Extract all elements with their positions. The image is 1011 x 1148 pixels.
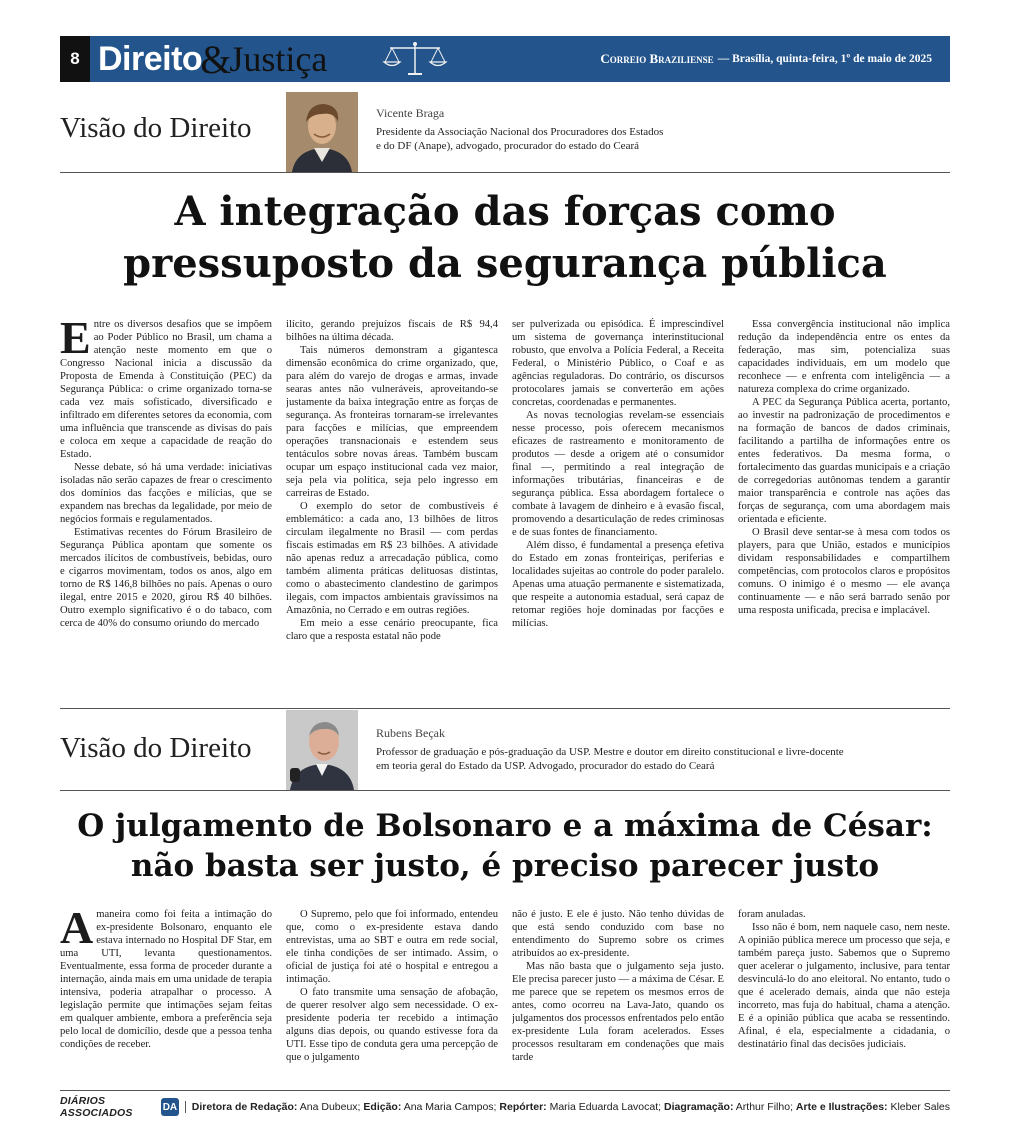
paragraph: O Brasil deve sentar-se à mesa com todos os players, para que União, estados e municípios dividam responsabilidades e compartilhem competências, com protocolos claros e propósitos comuns. O inimigo é o mesmo — ele avança continuamente — e não será barrado senão por uma resposta unificada, precisa e implacável.	[738, 527, 950, 616]
headline-line: O julgamento de Bolsonaro e a máxima de César:	[77, 808, 933, 844]
author-bio	[376, 125, 663, 153]
article2-author-header	[60, 710, 950, 792]
credit-value: Arthur Filho;	[735, 1101, 793, 1113]
title-word-justica: Justiça	[229, 39, 328, 79]
section-label: Visão do Direito	[60, 732, 252, 764]
credit-value: Maria Eduarda Lavocat;	[549, 1101, 662, 1113]
author-bio	[376, 745, 844, 773]
article2-body	[60, 908, 950, 1084]
section-label: Visão do Direito	[60, 112, 252, 144]
credit-value: Ana Dubeux;	[299, 1101, 361, 1113]
footer-credits	[60, 1096, 950, 1118]
paragraph: Tais números demonstram a gigantesca dimensão econômica do crime organizado, que, para além do varejo de drogas e armas, invade searas antes não vulneráveis, aproveitando-se justamente da baixa integração entre as forças de segurança. As fronteiras tornaram-se irrelevantes para facções e milícias, que empreendem operações transnacionais e estendem seus tentáculos sobre novas áreas. Também buscam ocupar um espaço institucional cada vez maior, seja pela via política, seja pelo ingresso em carreiras de Estado.	[286, 345, 498, 499]
headline-line: pressuposto da segurança pública	[123, 240, 887, 287]
paragraph: Além disso, é fundamental a presença efetiva do Estado em zonas fronteiriças, periferias e localidades sujeitas ao controle do poder paralelo. Apenas uma atuação permanente e sistematizada, que respeite a autonomia estadual, será capaz de retomar regiões hoje dominadas por facções e milícias.	[512, 540, 724, 629]
title-ampersand: &	[200, 36, 232, 82]
paragraph: Estimativas recentes do Fórum Brasileiro de Segurança Pública apontam que somente os mercados ilícitos de combustíveis, bebidas, ouro e cigarros movimentam, todos os anos, algo em torno de R$ 146,8 bilhões no país. Apenas o ouro ilegal, entre 2015 e 2020, girou R$ 40 bilhões. Outro exemplo significativo é o do tabaco, com cerca de 40% do consumo oriundo do mercado	[60, 527, 272, 629]
paragraph: ntre os diversos desafios que se impõem ao Poder Público no Brasil, um chama a atenção neste momento em que o Congresso Nacional inicia a discussão da Proposta de Emenda à Constituição (PEC) da Segurança Pública: o crime organizado torna-se cada vez mais sofisticado, diversificado e infiltrado em diferentes setores da economia, com uma influência que transcende as divisas do país e coloca em xeque a capacidade de reação do Estado.	[60, 319, 272, 460]
date: — Brasília, quinta-feira, 1º de maio de 2025	[717, 53, 932, 65]
credit-label: Repórter:	[499, 1101, 547, 1113]
author-photo	[286, 710, 358, 790]
article-column	[512, 908, 724, 1084]
drop-cap: E	[60, 318, 91, 363]
author-bio-line: Presidente da Associação Nacional dos Procuradores dos Estados	[376, 126, 664, 138]
divider	[60, 1090, 950, 1091]
author-bio-line: Professor de graduação e pós-graduação da USP. Mestre e doutor em direito constitucional e livre-docente	[376, 746, 844, 758]
credit-value: Ana Maria Campos;	[403, 1101, 497, 1113]
article-column	[286, 908, 498, 1084]
credit-label: Diagramação:	[664, 1101, 734, 1113]
credit-label: Diretora de Redação:	[191, 1101, 298, 1113]
article1-author-header	[60, 90, 950, 172]
section-title	[98, 36, 327, 82]
paragraph: As novas tecnologias revelam-se essenciais nesse processo, pois oferecem mecanismos eficazes de rastreamento e monitoramento de produtos — desde a origem até o consumidor final —, permitindo a real integração de informações tributárias, financeiras e de segurança pública. Essa abordagem fortalece o combate à lavagem de dinheiro e à evasão fiscal, promovendo a desarticulação de redes criminosas e de suas fontes de financiamento.	[512, 410, 724, 538]
article1-body	[60, 318, 950, 690]
author-name: Rubens Beçak	[376, 726, 445, 740]
author-name: Vicente Braga	[376, 106, 445, 120]
publisher-brand: DIÁRIOS ASSOCIADOS	[60, 1095, 133, 1119]
article-column	[512, 318, 724, 690]
author-bio-line: em teoria geral do Estado da USP. Advogado, procurador do estado do Ceará	[376, 760, 715, 772]
article-column	[286, 318, 498, 690]
author-portrait-icon	[286, 710, 358, 790]
paragraph: foram anuladas.	[738, 909, 806, 920]
paragraph: não é justo. E ele é justo. Não tenho dúvidas de que está sendo conduzido com base no entendimento do Supremo sobre os crimes atribuídos ao ex-presidente.	[512, 909, 724, 959]
publisher-logo-icon: DA	[161, 1098, 179, 1116]
paragraph: Nesse debate, só há uma verdade: iniciativas isoladas não serão capazes de frear o crescimento dos domínios das facções e milícias, que se expandem nas brechas da legalidade, por meio de negócios formais e regulamentados.	[60, 462, 272, 525]
masthead-bar	[90, 36, 950, 82]
paragraph: Isso não é bom, nem naquele caso, nem neste. A opinião pública merece um processo que seja, e também pareça justo. Sabemos que o Supremo quer acelerar o julgamento, inclusive, para tentar desvinculá-lo do ano eleitoral. No entanto, tudo o que é acelerado demais, ainda que não esteja incorreto, mas fuja do habitual, chama a atenção. E é a opinião pública que acaba se ressentindo. Afinal, é ela, especialmente a cidadania, o destinatário final das decisões judiciais.	[738, 922, 950, 1050]
paragraph: Mas não basta que o julgamento seja justo. Ele precisa parecer justo — a máxima de César. E me parece que se repetem os mesmos erros de antes, como ocorreu na Lava-Jato, quando os julgamentos dos processos enfrentados pelo então ex-presidente Lula foram acelerados. Esses processos resultaram em condenações que mais tarde	[512, 961, 724, 1063]
divider	[60, 708, 950, 709]
page-number: 8	[60, 36, 90, 82]
article1-headline	[60, 186, 950, 290]
headline-line: não basta ser justo, é preciso parecer justo	[130, 848, 880, 884]
paragraph: maneira como foi feita a intimação do ex-presidente Bolsonaro, enquanto ele estava internado no Hospital DF Star, em uma UTI, levanta questionamentos. Eventualmente, essa forma de proceder durante a internação, ainda mais em uma unidade de terapia intensiva, poderia atrapalhar o processo. A legislação permite que intimações sejam feitas em qualquer ambiente, embora a preferência seja pelo local de domicílio, desde que a pessoa tenha condições de receber.	[60, 909, 272, 1050]
paragraph: Em meio a esse cenário preocupante, fica claro que a resposta estatal não pode	[286, 618, 498, 642]
divider	[60, 790, 950, 791]
article-column	[738, 318, 950, 690]
author-portrait-icon	[286, 92, 358, 172]
paragraph: O fato transmite uma sensação de afobação, de querer resolver algo sem necessidade. O ex-presidente poderia ter recebido a intimação alguns dias depois, ou quando estivesse fora da UTI. Esse tipo de conduta gera uma percepção de que o julgamento	[286, 987, 498, 1063]
staff-credits	[185, 1101, 950, 1113]
article-column	[60, 908, 272, 1084]
newspaper-name: Correio Braziliense	[600, 51, 714, 66]
article-column	[60, 318, 272, 690]
author-bio-line: e do DF (Anape), advogado, procurador do estado do Ceará	[376, 140, 639, 152]
article2-headline	[60, 806, 950, 886]
scales-of-justice-icon	[380, 40, 450, 78]
credit-label: Edição:	[363, 1101, 402, 1113]
headline-line: A integração das forças como	[174, 188, 836, 235]
paragraph: ser pulverizada ou episódica. É imprescindível um sistema de governança interinstitucional robusto, que envolva a Polícia Federal, a Receita Federal, o Ministério Público, o Coaf e as agências reguladoras. Do contrário, os discursos protocolares jamais se converterão em ações concretas, coordenadas e permanentes.	[512, 319, 724, 408]
credit-value: Kleber Sales	[890, 1101, 950, 1113]
author-photo	[286, 92, 358, 172]
article-column	[738, 908, 950, 1084]
divider	[60, 172, 950, 173]
dateline	[600, 36, 932, 82]
paragraph: ilícito, gerando prejuízos fiscais de R$ 94,4 bilhões na última década.	[286, 319, 498, 343]
paragraph: O Supremo, pelo que foi informado, entendeu que, como o ex-presidente estava dando entrevistas, uma ao SBT e outra em rede social, ele tinha condições de ser intimado. Assim, o oficial de justiça foi até o hospital e entregou a intimação.	[286, 909, 498, 985]
title-word-direito: Direito	[98, 39, 203, 78]
masthead	[60, 36, 950, 82]
paragraph: Essa convergência institucional não implica redução da independência entre os entes da federação, mas sim, potencializa suas capacidades individuais, em um modelo que reconhece — e enfrenta com inteligência — a natureza complexa do crime organizado.	[738, 319, 950, 395]
drop-cap: A	[60, 908, 94, 953]
credit-label: Arte e Ilustrações:	[795, 1101, 888, 1113]
paragraph: O exemplo do setor de combustíveis é emblemático: a cada ano, 13 bilhões de litros circulam ilegalmente no Brasil — com perdas fiscais estimadas em R$ 23 bilhões. A atividade não apenas reduz a arrecadação pública, como também alimenta práticas delituosas distintas, como o abastecimento clandestino de garimpos ilegais, com impactos ambientais gravíssimos na Amazônia, no Cerrado e em outras regiões.	[286, 501, 498, 616]
paragraph: A PEC da Segurança Pública acerta, portanto, ao investir na padronização de procedimentos e na formação de bancos de dados criminais, facilitando a partilha de informações entre os entes federativos. Da mesma forma, o fortalecimento das guardas municipais e a criação de corregedorias autônomas tendem a garantir maior transparência e controle nas ações das forças de segurança, com uma abordagem mais orientada e eficiente.	[738, 397, 950, 525]
